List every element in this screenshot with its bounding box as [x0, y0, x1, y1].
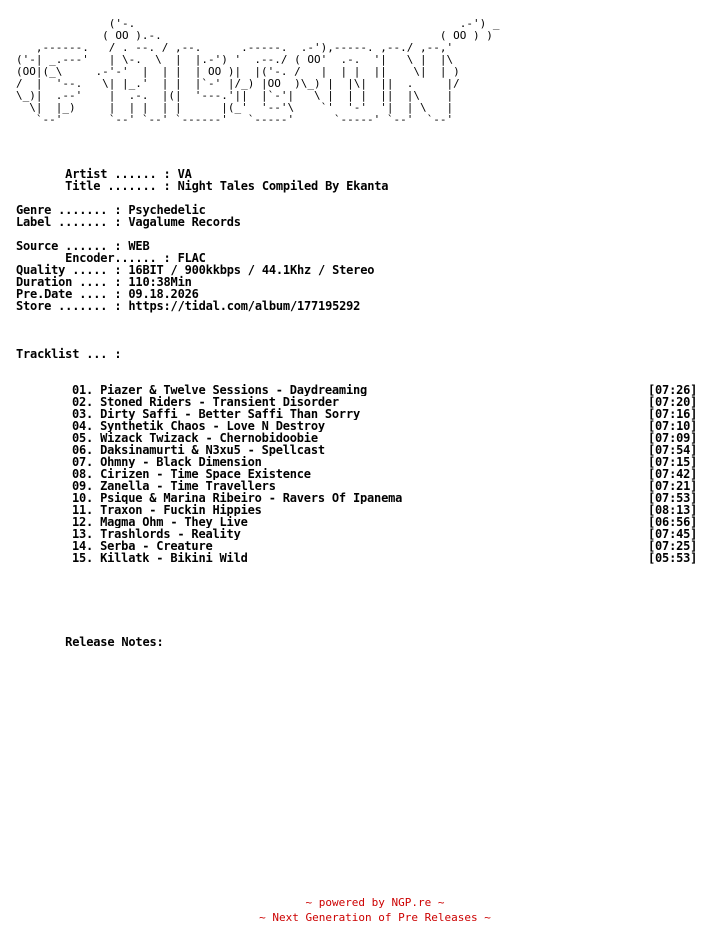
track-title: 05. Wizack Twizack - Chernobidoobie [72, 432, 318, 444]
quality-line: Quality ..... : 16BIT / 900kkbps / 44.1Khz / Stereo [16, 263, 375, 277]
track-title: 02. Stoned Riders - Transient Disorder [72, 396, 339, 408]
tracklist-heading: Tracklist ... : [16, 347, 122, 361]
footer-tagline: ~ Next Generation of Pre Releases ~ [259, 911, 491, 924]
tracklist [72, 384, 708, 564]
track-row [72, 492, 708, 504]
genre-line: Genre ....... : Psychedelic [16, 203, 206, 217]
ascii-logo-line: / | '--. \| |_.' | | |`-' |/_) |OO )\_) | |\| || . |/ [16, 77, 460, 90]
track-row [72, 468, 708, 480]
ascii-logo-line: ,------. / . --. / ,--. .-----. .-'),-----. ,--./ ,--,' [16, 41, 454, 54]
track-row [72, 480, 708, 492]
encoder-line: Encoder...... : FLAC [16, 251, 206, 265]
ascii-logo-line: (OO|(_\ .-'-' | | | | OO )| |('-. / | | | || \| | ) [16, 65, 460, 78]
label-line: Label ....... : Vagalume Records [16, 215, 241, 229]
track-duration: [07:15] [648, 455, 698, 469]
source-line: Source ...... : WEB [16, 239, 150, 253]
track-duration: [05:53] [648, 551, 698, 565]
track-title: 09. Zanella - Time Travellers [72, 480, 276, 492]
track-row [72, 396, 708, 408]
ascii-logo-line: `--' `--' `--' `------' `-----' `-----' `--' `--' [16, 113, 454, 126]
track-duration: [07:45] [648, 527, 698, 541]
track-duration: [07:20] [648, 395, 698, 409]
track-duration: [07:25] [648, 539, 698, 553]
track-title: 12. Magma Ohm - They Live [72, 516, 248, 528]
track-row [72, 516, 708, 528]
track-title: 11. Traxon - Fuckin Hippies [72, 504, 262, 516]
track-row [72, 528, 708, 540]
track-row [72, 444, 708, 456]
track-row [72, 432, 708, 444]
artist-line: Artist ...... : VA [16, 167, 192, 181]
track-row [72, 384, 708, 396]
track-title: 04. Synthetik Chaos - Love N Destroy [72, 420, 325, 432]
track-duration: [08:13] [648, 503, 698, 517]
track-title: 01. Piazer & Twelve Sessions - Daydreaming [72, 384, 368, 396]
duration-line: Duration .... : 110:38Min [16, 275, 192, 289]
store-line: Store ....... : https://tidal.com/album/177195292 [16, 299, 361, 313]
track-duration: [07:10] [648, 419, 698, 433]
track-row [72, 408, 708, 420]
ascii-logo [16, 18, 499, 126]
track-title: 10. Psique & Marina Ribeiro - Ravers Of Ipanema [72, 492, 403, 504]
track-title: 06. Daksinamurti & N3xu5 - Spellcast [72, 444, 325, 456]
track-title: 14. Serba - Creature [72, 540, 213, 552]
track-title: 08. Cirizen - Time Space Existence [72, 468, 311, 480]
predate-line: Pre.Date .... : 09.18.2026 [16, 287, 199, 301]
track-row [72, 504, 708, 516]
title-line: Title ....... : Night Tales Compiled By Ekanta [16, 179, 389, 193]
ascii-logo-line: \_)| .--' | .-. |(| '---.'|| |`-'| \ | | | || |\ | [16, 89, 454, 102]
footer-powered-by: ~ powered by NGP.re ~ [305, 896, 445, 909]
ascii-logo-line: \| |_) | | | | | |(_' '--'\ `' '-' '| | \ | [16, 101, 454, 114]
ascii-logo-line: ('-. .-') _ [16, 17, 500, 30]
track-row [72, 552, 708, 564]
track-duration: [07:09] [648, 431, 698, 445]
track-duration: [06:56] [648, 515, 698, 529]
track-duration: [07:54] [648, 443, 698, 457]
track-row [72, 540, 708, 552]
track-title: 15. Killatk - Bikini Wild [72, 552, 248, 564]
track-duration: [07:26] [648, 383, 698, 397]
track-title: 13. Trashlords - Reality [72, 528, 241, 540]
ascii-logo-line: ( OO ).-. ( OO ) ) [16, 29, 493, 42]
track-title: 07. Ohmny - Black Dimension [72, 456, 262, 468]
track-title: 03. Dirty Saffi - Better Saffi Than Sorry [72, 408, 361, 420]
track-duration: [07:21] [648, 479, 698, 493]
ascii-logo-line: ('-| _.---' | \-. \ | |.-') ' .--./ ( OO' .-. '| \ | |\ [16, 53, 454, 66]
track-duration: [07:53] [648, 491, 698, 505]
track-duration: [07:16] [648, 407, 698, 421]
track-row [72, 456, 708, 468]
release-notes-heading: Release Notes: [16, 635, 164, 649]
track-row [72, 420, 708, 432]
track-duration: [07:42] [648, 467, 698, 481]
